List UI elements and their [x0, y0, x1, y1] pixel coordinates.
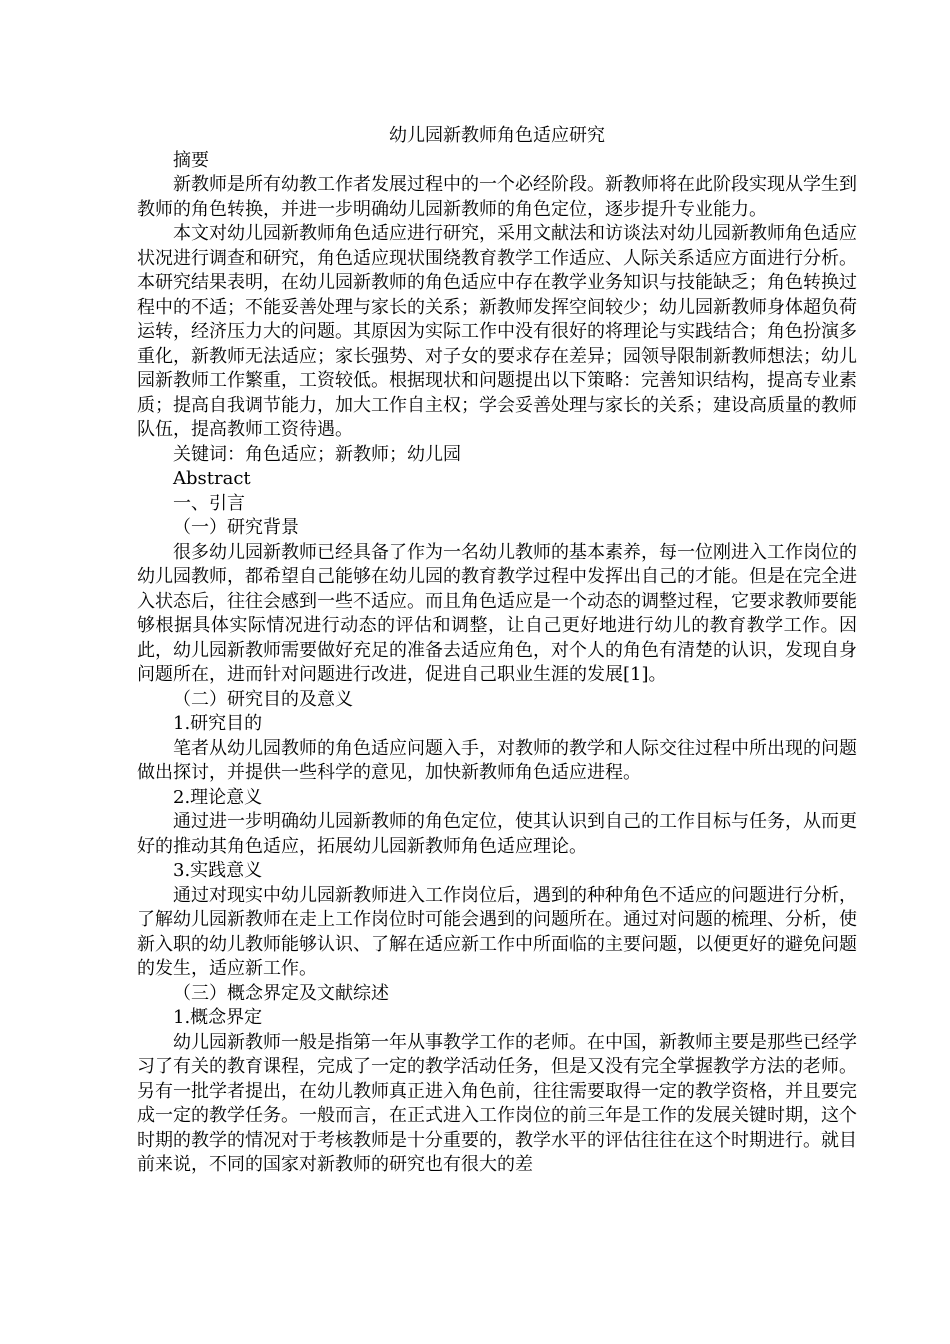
- abstract-paragraph: 新教师是所有幼教工作者发展过程中的一个必经阶段。新教师将在此阶段实现从学生到教师的角色转换，并进一步明确幼儿园新教师的角色定位，逐步提升专业能力。: [137, 174, 857, 220]
- purpose-paragraph: 笔者从幼儿园教师的角色适应问题入手，对教师的教学和人际交往过程中所出现的问题做出探讨，并提供一些科学的意见，加快新教师角色适应进程。: [137, 737, 857, 783]
- item-heading-purpose: 1.研究目的: [173, 713, 263, 734]
- document-page: [137, 124, 857, 1178]
- definition-paragraph: 幼儿园新教师一般是指第一年从事教学工作的老师。在中国，新教师主要是那些已经学习了有关的教育课程，完成了一定的教学活动任务，但是又没有完全掌握教学方法的老师。另有一批学者提出，在幼儿教师真正进入角色前，往往需要取得一定的教学资格，并且要完成一定的教学任务。一般而言，在正式进入工作岗位的前三年是工作的发展关键时期，这个时期的教学的情况对于考核教师是十分重要的，教学水平的评估往往在这个时期进行。就目前来说，不同的国家对新教师的研究也有很大的差: [137, 1031, 857, 1175]
- subsection-heading-concepts: （三）概念界定及文献综述: [173, 982, 389, 1004]
- keywords-line: 关键词：角色适应；新教师；幼儿园: [173, 443, 461, 465]
- item-heading-definition: 1.概念界定: [173, 1007, 263, 1028]
- item-heading-theory: 2.理论意义: [173, 786, 263, 808]
- subsection-heading-background: （一）研究背景: [173, 517, 299, 538]
- section-heading-introduction: 一、引言: [173, 492, 245, 514]
- document-title: 幼儿园新教师角色适应研究: [389, 125, 605, 146]
- subsection-heading-purpose: （二）研究目的及意义: [173, 688, 353, 710]
- english-abstract-heading: Abstract: [173, 468, 251, 489]
- abstract-paragraph: 本文对幼儿园新教师角色适应进行研究，采用文献法和访谈法对幼儿园新教师角色适应状况进行调查和研究，角色适应现状围绕教育教学工作适应、人际关系适应方面进行分析。本研究结果表明，在幼儿园新教师的角色适应中存在教学业务知识与技能缺乏；角色转换过程中的不适；不能妥善处理与家长的关系；新教师发挥空间较少；幼儿园新教师身体超负荷运转，经济压力大的问题。其原因为实际工作中没有很好的将理论与实践结合；角色扮演多重化，新教师无法适应；家长强势、对子女的要求存在差异；园领导限制新教师想法；幼儿园新教师工作繁重，工资较低。根据现状和问题提出以下策略：完善知识结构，提高专业素质；提高自我调节能力，加大工作自主权；学会妥善处理与家长的关系；建设高质量的教师队伍，提高教师工资待遇。: [137, 223, 857, 440]
- theory-paragraph: 通过进一步明确幼儿园新教师的角色定位，使其认识到自己的工作目标与任务，从而更好的推动其角色适应，拓展幼儿园新教师角色适应理论。: [137, 811, 857, 857]
- background-paragraph: 很多幼儿园新教师已经具备了作为一名幼儿教师的基本素养，每一位刚进入工作岗位的幼儿园教师，都希望自己能够在幼儿园的教育教学过程中发挥出自己的才能。但是在完全进入状态后，往往会感到一些不适应。而且角色适应是一个动态的调整过程，它要求教师要能够根据具体实际情况进行动态的评估和调整，让自己更好地进行幼儿的教育教学工作。因此，幼儿园新教师需要做好充足的准备去适应角色，对个人的角色有清楚的认识，发现自身问题所在，进而针对问题进行改进，促进自己职业生涯的发展[1]。: [137, 541, 857, 685]
- item-heading-practice: 3.实践意义: [173, 860, 263, 881]
- practice-paragraph: 通过对现实中幼儿园新教师进入工作岗位后，遇到的种种角色不适应的问题进行分析，了解幼儿园新教师在走上工作岗位时可能会遇到的问题所在。通过对问题的梳理、分析，使新入职的幼儿教师能够认识、了解在适应新工作中所面临的主要问题，以便更好的避免问题的发生，适应新工作。: [137, 884, 857, 979]
- abstract-heading: 摘要: [173, 149, 209, 171]
